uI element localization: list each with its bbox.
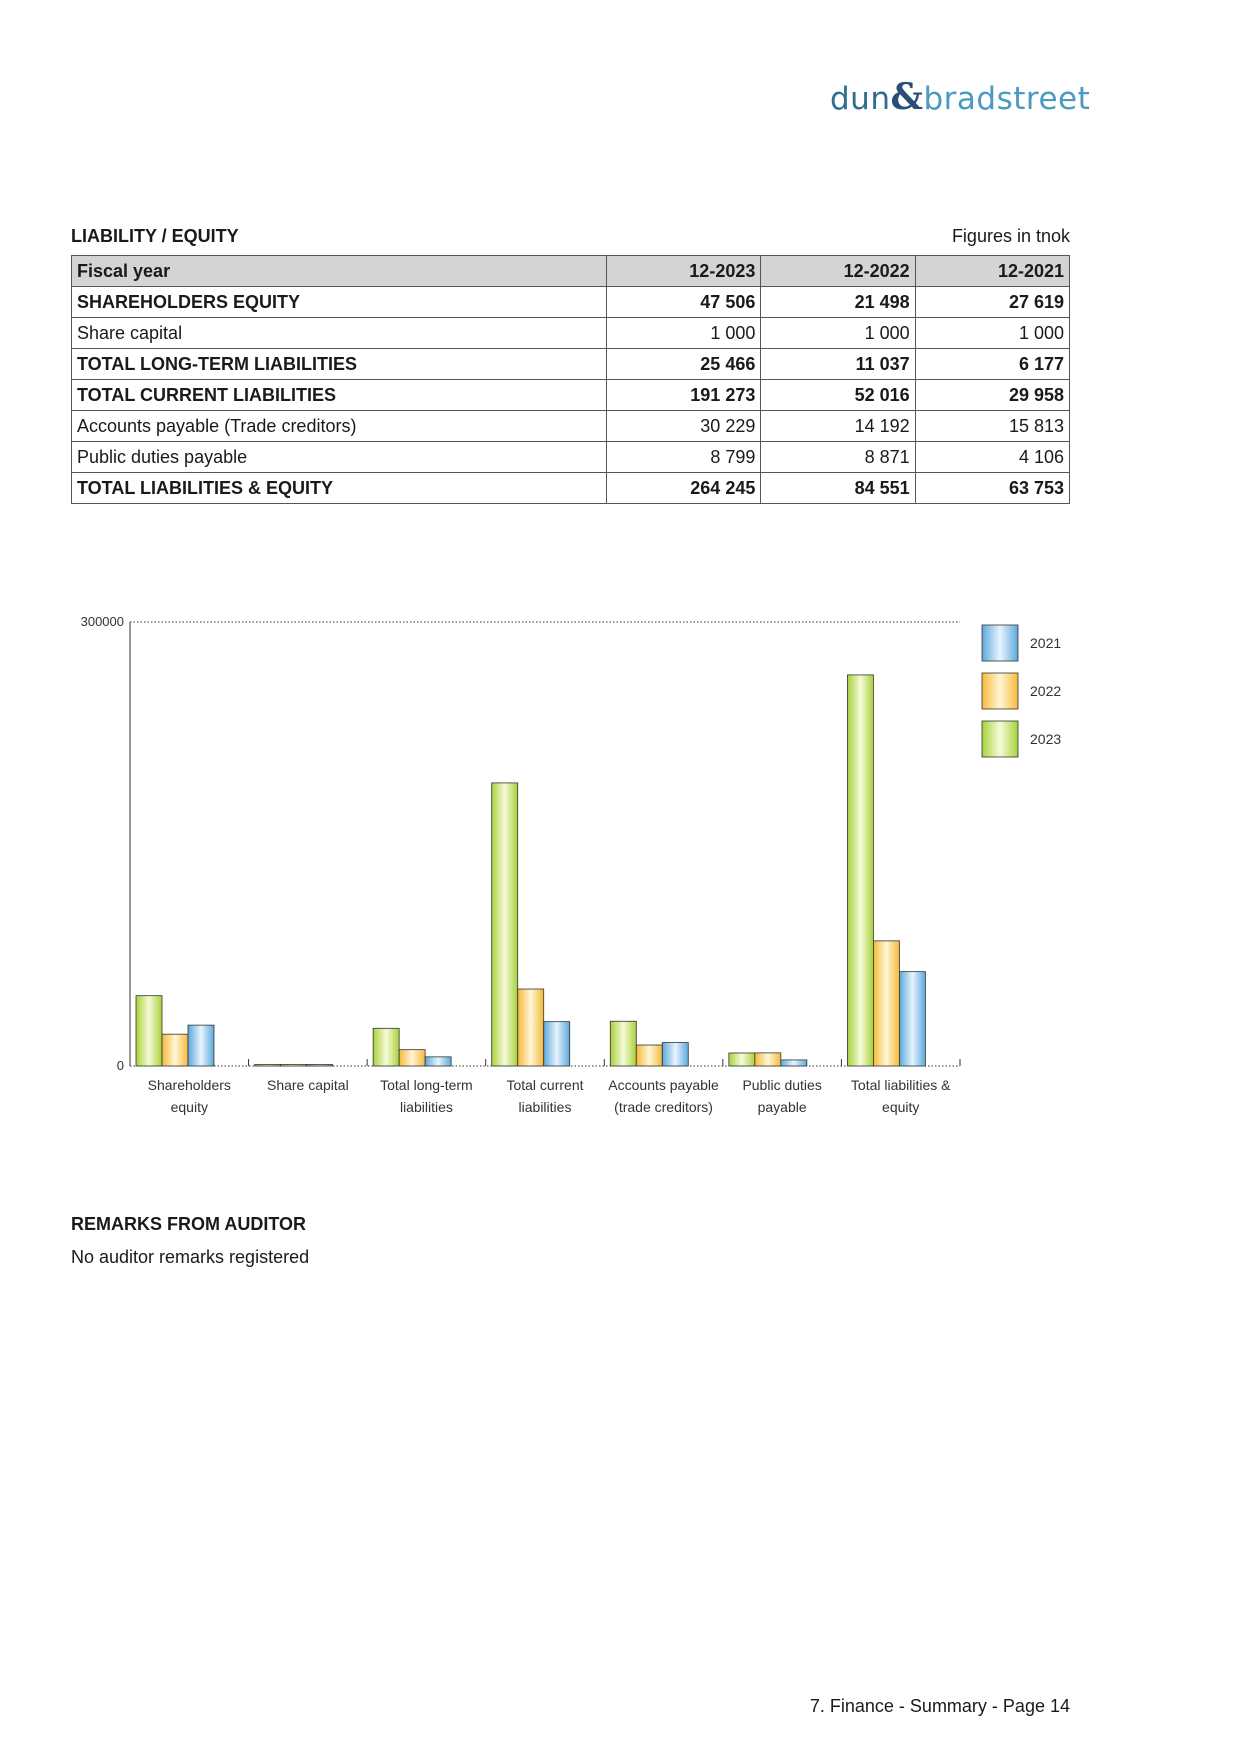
brand-logo — [830, 76, 1091, 120]
liability-equity-table — [71, 255, 1070, 504]
row-value: 11 037 — [761, 349, 915, 380]
row-label: TOTAL CURRENT LIABILITIES — [72, 380, 607, 411]
legend-swatch-2021 — [982, 625, 1018, 661]
row-value: 1 000 — [761, 318, 915, 349]
x-category-label: Total liabilities & — [850, 1077, 951, 1093]
bar-2023 — [847, 675, 873, 1066]
row-value: 264 245 — [607, 473, 761, 504]
logo-ampersand: & — [890, 76, 924, 118]
row-value: 47 506 — [607, 287, 761, 318]
header-col-2022: 12-2022 — [761, 256, 915, 287]
row-value: 15 813 — [915, 411, 1069, 442]
row-value: 191 273 — [607, 380, 761, 411]
bar-2022 — [873, 941, 899, 1066]
x-category-label: Total current — [506, 1077, 584, 1093]
bar-2023 — [492, 783, 518, 1066]
row-label: SHAREHOLDERS EQUITY — [72, 287, 607, 318]
bar-2021 — [307, 1065, 333, 1066]
table-row — [72, 473, 1070, 504]
x-category-label: payable — [757, 1099, 807, 1115]
x-category-label: liabilities — [399, 1099, 453, 1115]
bar-2023 — [729, 1053, 755, 1066]
row-label: TOTAL LIABILITIES & EQUITY — [72, 473, 607, 504]
bar-2021 — [188, 1025, 214, 1066]
table-row — [72, 349, 1070, 380]
auditor-remarks-text: No auditor remarks registered — [71, 1247, 310, 1267]
bar-2021 — [781, 1060, 807, 1066]
legend-swatch-2022 — [982, 673, 1018, 709]
logo-text-bradstreet: bradstreet — [923, 81, 1091, 117]
x-category-label: Shareholders — [147, 1077, 231, 1093]
row-label: Share capital — [72, 318, 607, 349]
liability-equity-bar-chart — [60, 610, 1090, 1130]
table-row — [72, 380, 1070, 411]
bar-2022 — [518, 989, 544, 1066]
row-label: Accounts payable (Trade creditors) — [72, 411, 607, 442]
x-category-label: Total long-term — [380, 1077, 473, 1093]
legend-label-2021: 2021 — [1030, 635, 1062, 651]
row-value: 8 799 — [607, 442, 761, 473]
row-value: 30 229 — [607, 411, 761, 442]
y-tick-label: 0 — [116, 1058, 124, 1073]
row-value: 6 177 — [915, 349, 1069, 380]
legend-label-2023: 2023 — [1030, 731, 1062, 747]
header-col-2023: 12-2023 — [607, 256, 761, 287]
row-label: Public duties payable — [72, 442, 607, 473]
auditor-remarks-title: REMARKS FROM AUDITOR — [71, 1214, 306, 1234]
row-value: 52 016 — [761, 380, 915, 411]
x-category-label: equity — [882, 1099, 920, 1115]
page-footer: 7. Finance - Summary - Page 14 — [809, 1696, 1070, 1716]
x-category-label: equity — [170, 1099, 208, 1115]
row-value: 25 466 — [607, 349, 761, 380]
y-tick-label: 300000 — [80, 614, 124, 629]
table-row — [72, 287, 1070, 318]
row-value: 27 619 — [915, 287, 1069, 318]
bar-2021 — [899, 972, 925, 1066]
legend-swatch-2023 — [982, 721, 1018, 757]
legend-label-2022: 2022 — [1030, 683, 1062, 699]
section-title: LIABILITY / EQUITY — [71, 226, 239, 246]
table-row — [72, 442, 1070, 473]
row-value: 14 192 — [761, 411, 915, 442]
x-category-label: liabilities — [518, 1099, 572, 1115]
table-header-row — [72, 256, 1070, 287]
bar-2022 — [399, 1050, 425, 1066]
logo-text-dun: dun — [830, 81, 891, 117]
row-value: 8 871 — [761, 442, 915, 473]
x-category-label: (trade creditors) — [614, 1099, 713, 1115]
bar-2021 — [544, 1022, 570, 1066]
x-category-label: Accounts payable — [608, 1077, 719, 1093]
row-value: 1 000 — [607, 318, 761, 349]
row-value: 4 106 — [915, 442, 1069, 473]
bar-2023 — [136, 996, 162, 1066]
bar-2021 — [662, 1043, 688, 1066]
figures-unit-note: Figures in tnok — [951, 226, 1070, 246]
bar-2022 — [281, 1065, 307, 1066]
bar-2022 — [636, 1045, 662, 1066]
header-col-2021: 12-2021 — [915, 256, 1069, 287]
table-row — [72, 318, 1070, 349]
row-value: 1 000 — [915, 318, 1069, 349]
row-value: 21 498 — [761, 287, 915, 318]
bar-2022 — [755, 1053, 781, 1066]
bar-2021 — [425, 1057, 451, 1066]
x-category-label: Public duties — [742, 1077, 822, 1093]
row-value: 84 551 — [761, 473, 915, 504]
bar-2023 — [373, 1028, 399, 1066]
x-category-label: Share capital — [266, 1077, 349, 1093]
row-label: TOTAL LONG-TERM LIABILITIES — [72, 349, 607, 380]
bar-2023 — [610, 1021, 636, 1066]
row-value: 63 753 — [915, 473, 1069, 504]
table-row — [72, 411, 1070, 442]
bar-2023 — [255, 1065, 281, 1066]
bar-2022 — [162, 1034, 188, 1066]
table-body — [72, 287, 1070, 504]
header-fiscal-year: Fiscal year — [72, 256, 607, 287]
row-value: 29 958 — [915, 380, 1069, 411]
